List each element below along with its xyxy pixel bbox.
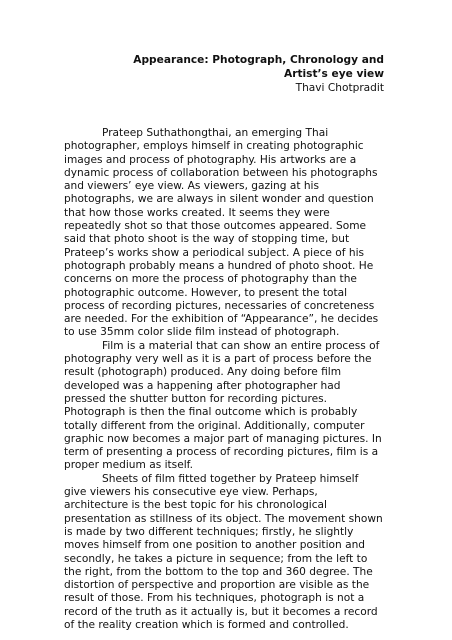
document-body	[64, 127, 384, 632]
document-header	[92, 53, 384, 95]
paragraph-3: Sheets of film fitted together by Prateep himself give viewers his consecutive eye view. Perhaps, architecture is the best topic for his chronological presentation as stillness of its object. The movement shown is made by two different techniques; firstly, he slightly moves himself from one position to another position and secondly, he takes a picture in sequence; from the left to the right, from the bottom to the top and 360 degree. The distortion of perspective and proportion are visible as the result of those. From his techniques, photograph is not a record of the truth as it actually is, but it becomes a record of the reality creation which is formed and controlled.	[64, 472, 383, 631]
document-title: Appearance: Photograph, Chronology and Artist’s eye view	[133, 54, 384, 80]
author-name: Thavi Chotpradit	[295, 82, 384, 94]
paragraph-1: Prateep Suthathongthai, an emerging Thai photographer, employs himself in creating photographic images and process of photography. His artworks are a dynamic process of collaboration between his photographs and viewers’ eye view. As viewers, gazing at his photographs, we are always in silent wonder and question that how those works created. It seems they were repeatedly shot so that those outcomes appeared. Some said that photo shoot is the way of stopping time, but Prateep’s works show a periodical subject. A piece of his photograph probably means a hundred of photo shoot. He concerns on more the process of photography than the photographic outcome. However, to present the total process of recording pictures, necessaries of concreteness are needed. For the exhibition of “Appearance”, he decides to use 35mm color slide film instead of photograph.	[64, 127, 379, 339]
paragraph-2: Film is a material that can show an entire process of photography very well as it is a part of process before the result (photograph) produced. Any doing before film developed was a happening after photographer had pressed the shutter button for recording pictures. Photograph is then the final outcome which is probably totally different from the original. Additionally, computer graphic now becomes a major part of managing pictures. In term of presenting a process of recording pictures, film is a proper medium as itself.	[64, 339, 382, 472]
